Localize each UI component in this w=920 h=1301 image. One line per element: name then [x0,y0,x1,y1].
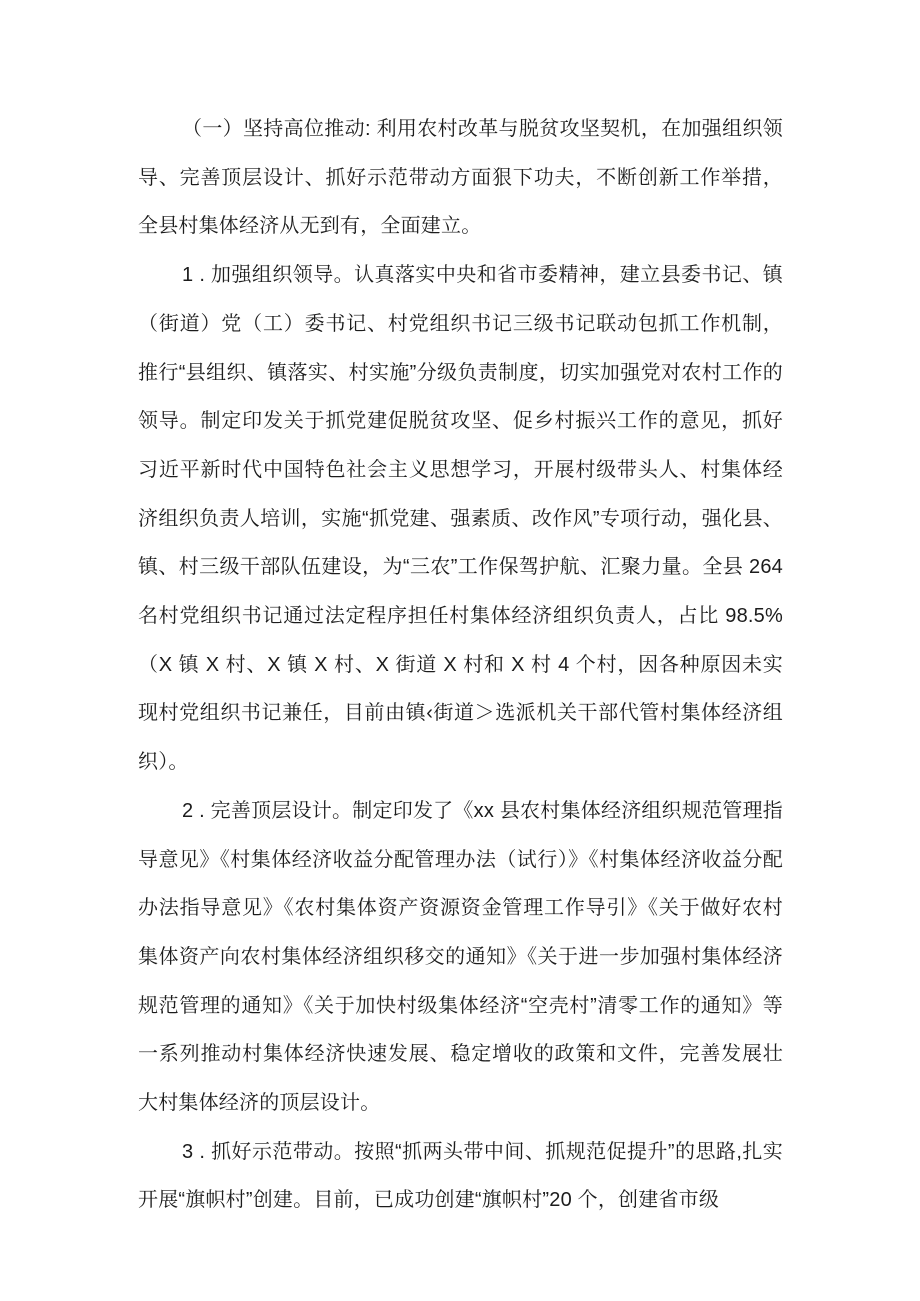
paragraph-point-1-organization-leadership: 1 . 加强组织领导。认真落实中央和省市委精神，建立县委书记、镇（街道）党（工）委书记、村党组织书记三级书记联动包抓工作机制，推行“县组织、镇落实、村实施”分级负责制度，切实加强党对农村工作的领导。制定印发关于抓党建促脱贫攻坚、促乡村振兴工作的意见，抓好习近平新时代中国特色社会主义思想学习，开展村级带头人、村集体经济组织负责人培训，实施“抓党建、强素质、改作风”专项行动，强化县、镇、村三级干部队伍建设，为“三农”工作保驾护航、汇聚力量。全县 264 名村党组织书记通过法定程序担任村集体经济组织负责人，占比 98.5%（X 镇 X 村、X 镇 X 村、X 街道 X 村和 X 村 4 个村，因各种原因未实现村党组织书记兼任，目前由镇‹街道＞选派机关干部代管村集体经济组织）。 [138,264,783,774]
paragraph-point-2-top-level-design: 2 . 完善顶层设计。制定印发了《xx 县农村集体经济组织规范管理指导意见》《村集体经济收益分配管理办法（试行）》《村集体经济收益分配办法指导意见》《农村集体资产资源资金管理工作导引》《关于做好农村集体资产向农村集体经济组织移交的通知》《关于进一步加强村集体经济规范管理的通知》《关于加快村级集体经济“空壳村”清零工作的通知》等一系列推动村集体经济快速发展、稳定增收的政策和文件，完善发展壮大村集体经济的顶层设计。 [138,799,783,1115]
paragraph-point-3-demonstration: 3 . 抓好示范带动。按照“抓两头带中间、抓规范促提升”的思路,扎实开展“旗帜村”创建。目前，已成功创建“旗帜村”20 个，创建省市级 [138,1140,783,1212]
document-body [138,105,783,1225]
paragraph-intro: （一）坚持高位推动: 利用农村改革与脱贫攻坚契机，在加强组织领导、完善顶层设计、抓好示范带动方面狠下功夫，不断创新工作举措，全县村集体经济从无到有，全面建立。 [138,118,783,238]
